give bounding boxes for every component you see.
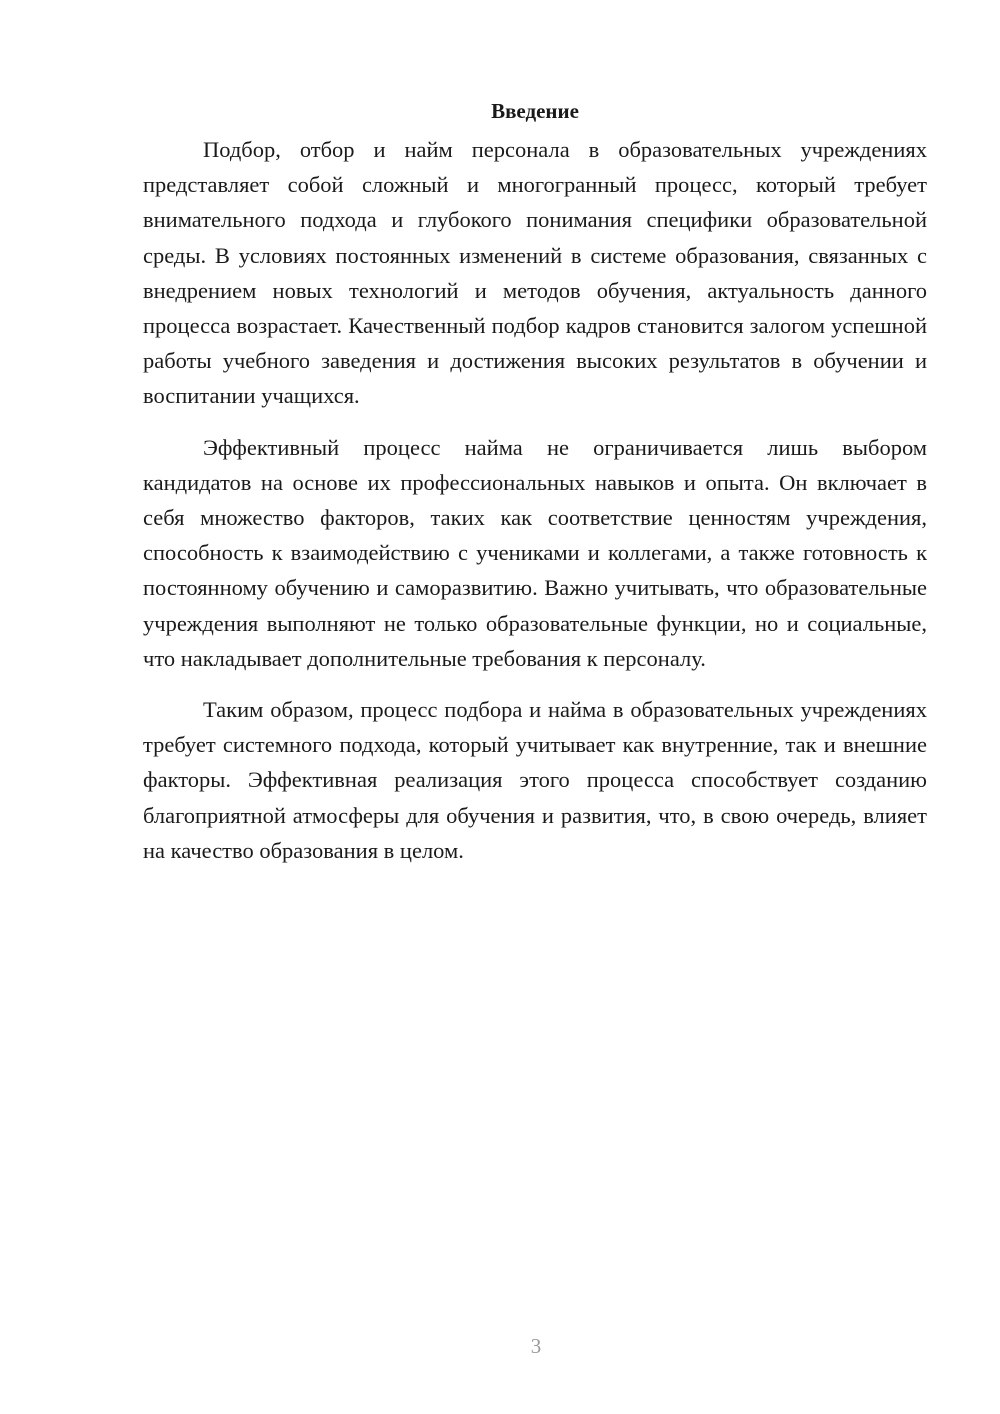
paragraph-2: Эффективный процесс найма не ограничивается лишь выбором кандидатов на основе их профессиональных навыков и опыта. Он включает в себя множество факторов, таких как соответствие ценностям учреждения, способность к взаимодействию с учениками и коллегами, а также готовность к постоянному обучению и саморазвитию. Важно учитывать, что образовательные учреждения выполняют не только образовательные функции, но и социальные, что накладывает дополнительные требования к персоналу. bbox=[143, 434, 927, 671]
paragraph-1: Подбор, отбор и найм персонала в образовательных учреждениях представляет собой сложный и многогранный процесс, который требует внимательного подхода и глубокого понимания специфики образовательной среды. В условиях постоянных изменений в системе образования, связанных с внедрением новых технологий и методов обучения, актуальность данного процесса возрастает. Качественный подбор кадров становится залогом успешной работы учебного заведения и достижения высоких результатов в обучении и воспитании учащихся. bbox=[143, 137, 927, 409]
page-number: 3 bbox=[530, 1334, 542, 1358]
paragraph-3: Таким образом, процесс подбора и найма в образовательных учреждениях требует системного подхода, который учитывает как внутренние, так и внешние факторы. Эффективная реализация этого процесса способствует созданию благоприятной атмосферы для обучения и развития, что, в свою очередь, влияет на качество образования в целом. bbox=[143, 697, 927, 863]
page-body bbox=[143, 96, 927, 868]
section-heading: Введение bbox=[491, 99, 579, 123]
